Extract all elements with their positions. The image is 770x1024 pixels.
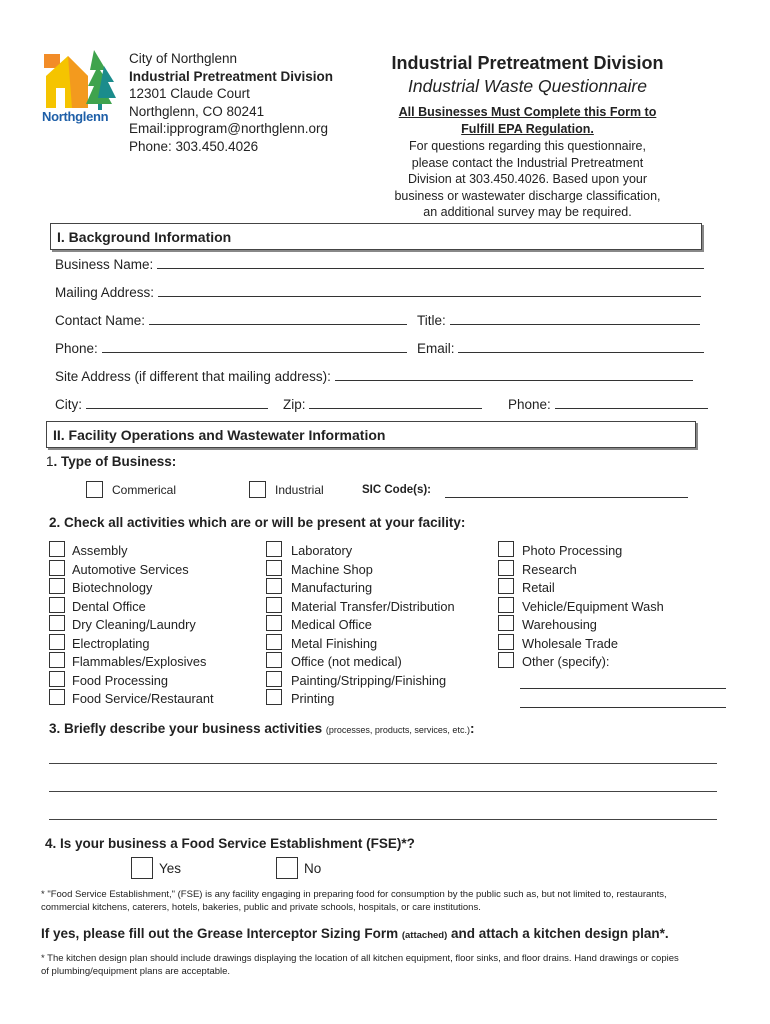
activity-label: Photo Processing [522,543,623,558]
fse-yes-checkbox[interactable] [131,857,153,879]
fse-yes-label: Yes [159,861,182,876]
phone2-line[interactable] [555,408,708,409]
q3-hint: (processes, products, services, etc.) [325,725,470,735]
phone-line[interactable] [102,352,407,353]
sic-line[interactable] [445,483,688,498]
fse-no-label: No [304,861,322,876]
checkbox-vehicle-wash[interactable] [498,597,514,613]
activity-label: Dry Cleaning/Laundry [72,617,196,632]
q3-label [49,721,474,736]
sic-label: SIC Code(s): [362,484,431,496]
grease-part-1: If yes, please fill out the Grease Interceptor Sizing Form [41,926,399,941]
activity-label: Vehicle/Equipment Wash [522,598,664,614]
site-address-label: Site Address (if different that mailing address): [55,369,331,384]
q4-label: 4. Is your business a Food Service Establishment (FSE)*? [45,836,415,851]
zip-line[interactable] [309,408,482,409]
section-1-header [50,223,702,250]
other-specify-line-1[interactable] [520,688,726,689]
grease-attached: (attached) [401,930,448,941]
email-label: Email: [417,341,455,356]
description-line-1[interactable] [49,763,717,764]
activity-label: Material Transfer/Distribution [291,598,455,614]
checkbox-retail[interactable] [498,578,514,594]
checkbox-metal-finishing[interactable] [266,634,282,650]
section-1-title: I. Background Information [57,229,232,245]
activity-label: Office (not medical) [291,654,402,669]
checkbox-assembly[interactable] [49,541,65,557]
col3-labels [522,542,664,672]
checkbox-flammables[interactable] [49,652,65,668]
org-division: Industrial Pretreatment Division [129,68,334,84]
col1-labels [72,542,214,709]
checkbox-laboratory[interactable] [266,541,282,557]
zip-label: Zip: [283,397,306,412]
fse-footnote-line-1: * "Food Service Establishment," (FSE) is any facility engaging in preparing food for consumption by the public such as, but not limited to, restaurants, [41,889,667,900]
email-field[interactable] [417,341,704,356]
activity-label: Assembly [72,543,128,558]
business-name-field[interactable] [55,257,704,272]
activity-label: Machine Shop [291,561,373,577]
checkbox-manufacturing[interactable] [266,578,282,594]
notice-line-1: All Businesses Must Complete this Form to [398,105,657,119]
info-line: For questions regarding this questionnaire, [409,139,646,153]
activity-label: Retail [522,580,555,595]
other-specify-line-2[interactable] [520,707,726,708]
activity-label: Printing [291,691,335,706]
phone2-field[interactable] [508,397,708,412]
phone-label: Phone: [55,341,98,356]
org-street: 12301 Claude Court [129,86,250,101]
checkbox-research[interactable] [498,560,514,576]
activity-label: Biotechnology [72,580,153,595]
contact-name-line[interactable] [149,324,407,325]
checkbox-medical-office[interactable] [266,615,282,631]
mailing-address-line[interactable] [158,296,701,297]
contact-name-field[interactable] [55,313,407,328]
org-city: City of Northglenn [129,51,238,66]
checkbox-printing[interactable] [266,689,282,705]
commercial-label: Commerical [112,483,177,497]
section-2-title: II. Facility Operations and Wastewater Information [53,427,386,443]
activity-label: Research [522,561,577,577]
city-line[interactable] [86,408,268,409]
fse-no-checkbox[interactable] [276,857,298,879]
form-subtitle: Industrial Waste Questionnaire [408,76,647,96]
checkbox-photo[interactable] [498,541,514,557]
city-label: City: [55,397,82,412]
col2-checkboxes [266,541,286,711]
zip-field[interactable] [283,397,482,412]
checkbox-dental[interactable] [49,597,65,613]
info-line: please contact the Industrial Pretreatment [411,155,644,170]
col1-checkboxes [49,541,69,711]
grease-instruction [41,926,669,941]
email-line[interactable] [458,352,704,353]
q1-number: 1 [46,454,54,469]
business-name-label: Business Name: [55,257,154,272]
q1-text: . Type of Business: [53,454,177,469]
checkbox-machine-shop[interactable] [266,560,282,576]
activity-label: Dental Office [72,598,146,614]
section-2-header [46,421,696,448]
title-field[interactable] [417,313,700,328]
info-line: business or wastewater discharge classification, [394,188,661,203]
mailing-address-field[interactable] [55,285,701,300]
kitchen-footnote-line-1: * The kitchen design plan should include drawings displaying the location of all kitchen equipment, floor sinks, and floor drains. Hand drawings or copies [41,953,679,964]
activity-label: Food Processing [72,672,169,688]
phone-field[interactable] [55,341,407,356]
activity-label: Other (specify): [522,654,610,669]
industrial-label: Industrial [275,483,324,497]
site-address-field[interactable] [55,369,693,384]
description-line-3[interactable] [49,819,717,820]
checkbox-dry-cleaning[interactable] [49,615,65,631]
q1-label [46,454,176,469]
mailing-address-label: Mailing Address: [55,285,155,300]
commercial-checkbox[interactable] [86,481,103,498]
phone2-label: Phone: [508,397,551,412]
fse-footnote-line-2: commercial kitchens, caterers, hotels, bakeries, public and private schools, hospitals, or care institutions. [41,902,481,913]
org-email: Email:ipprogram@northglenn.org [129,121,329,136]
org-phone: Phone: 303.450.4026 [129,138,259,154]
activity-label: Flammables/Explosives [72,654,207,669]
q2-label: 2. Check all activities which are or will be present at your facility: [49,515,466,530]
notice-line-2: Fulfill EPA Regulation. [461,122,594,136]
site-address-line[interactable] [335,380,693,381]
checkbox-food-processing[interactable] [49,671,65,687]
description-line-2[interactable] [49,791,717,792]
kitchen-footnote [41,952,679,978]
checkbox-electroplating[interactable] [49,634,65,650]
checkbox-material-transfer[interactable] [266,597,282,613]
northglenn-logo [42,46,118,126]
checkbox-food-service[interactable] [49,689,65,705]
info-line: Division at 303.450.4026. Based upon your [407,172,648,186]
city-field[interactable] [55,397,268,412]
checkbox-office[interactable] [266,652,282,668]
form-header [375,52,680,221]
industrial-checkbox[interactable] [249,481,266,498]
activity-label: Warehousing [522,617,597,632]
activity-label: Food Service/Restaurant [72,691,214,706]
col2-labels [291,542,455,709]
checkbox-automotive[interactable] [49,560,65,576]
q3-colon: : [469,721,475,736]
activity-label: Painting/Stripping/Finishing [291,672,447,688]
activity-label: Automotive Services [72,561,189,577]
title-label: Title: [417,313,446,328]
activity-label: Manufacturing [291,580,373,595]
activity-label: Electroplating [72,635,150,651]
checkbox-biotech[interactable] [49,578,65,594]
org-address [129,50,333,155]
checkbox-warehousing[interactable] [498,615,514,631]
activity-label: Metal Finishing [291,635,378,651]
activity-label: Medical Office [291,617,372,632]
business-name-line[interactable] [157,268,704,269]
org-citystate: Northglenn, CO 80241 [129,103,265,119]
contact-name-label: Contact Name: [55,313,146,328]
checkbox-other[interactable] [498,652,514,668]
form-title: Industrial Pretreatment Division [391,53,664,73]
checkbox-wholesale[interactable] [498,634,514,650]
q3-text: 3. Briefly describe your business activities [49,721,323,736]
logo-text: Northglenn [42,109,109,124]
title-line[interactable] [450,324,700,325]
checkbox-painting[interactable] [266,671,282,687]
kitchen-footnote-line-2: of plumbing/equipment plans are acceptable. [41,966,231,977]
fse-footnote [41,888,667,914]
grease-part-2: and attach a kitchen design plan*. [451,926,669,941]
activity-label: Wholesale Trade [522,635,619,651]
activity-label: Laboratory [291,543,353,558]
col3-checkboxes [498,541,518,676]
info-line: an additional survey may be required. [423,205,632,219]
